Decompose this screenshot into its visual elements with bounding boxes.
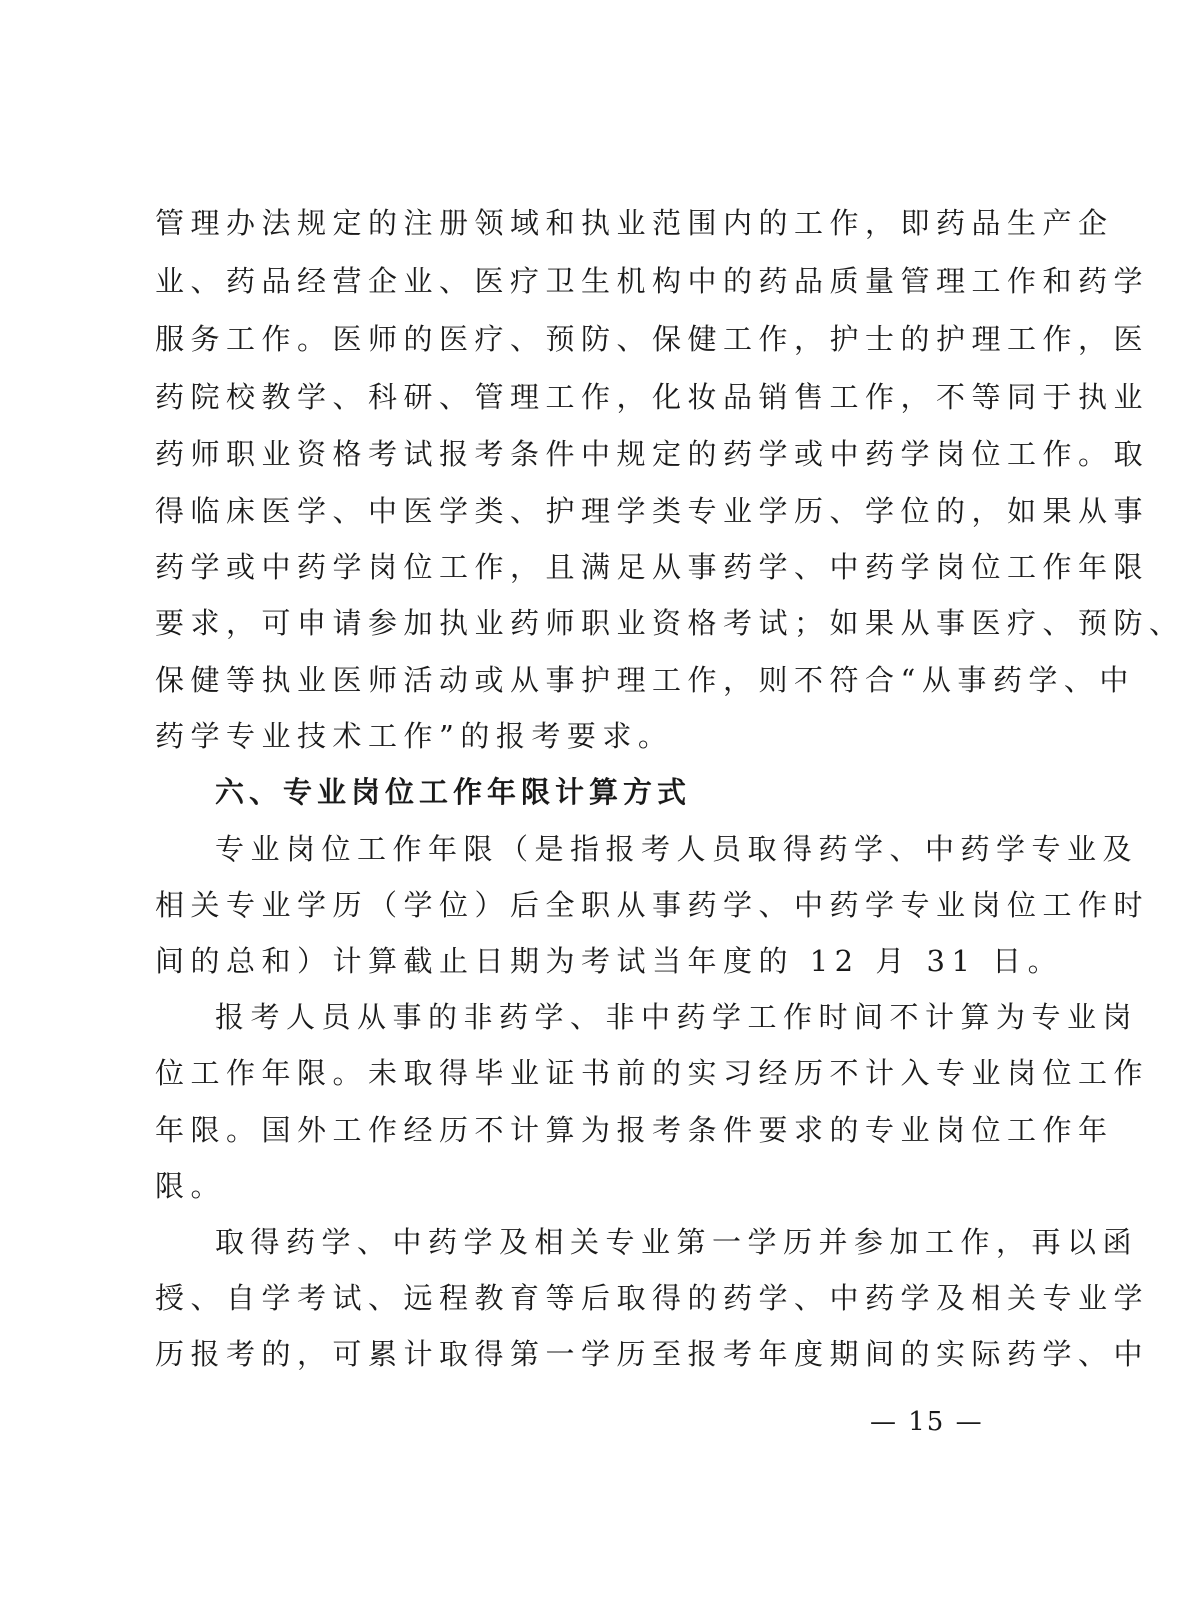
text-line: 业、药品经营企业、医疗卫生机构中的药品质量管理工作和药学 [155,264,1150,298]
page-number: — 15 — [870,1407,984,1437]
text-line: 药师职业资格考试报考条件中规定的药学或中药学岗位工作。取 [155,437,1150,471]
text-line: 得临床医学、中医学类、护理学类专业学历、学位的，如果从事 [155,494,1150,528]
text-line: 保健等执业医师活动或从事护理工作，则不符合“从事药学、中 [155,663,1135,697]
text-line: 位工作年限。未取得毕业证书前的实习经历不计入专业岗位工作 [155,1056,1150,1090]
paragraph-first-line: 报考人员从事的非药学、非中药学工作时间不计算为专业岗 [215,1000,1139,1034]
text-line: 授、自学考试、远程教育等后取得的药学、中药学及相关专业学 [155,1281,1150,1315]
text-line: 服务工作。医师的医疗、预防、保健工作，护士的护理工作，医 [155,322,1150,356]
text-line: 药院校教学、科研、管理工作，化妆品销售工作，不等同于执业 [155,380,1150,414]
paragraph-first-line: 取得药学、中药学及相关专业第一学历并参加工作，再以函 [215,1225,1139,1259]
text-line: 限。 [155,1169,227,1203]
text-line: 历报考的，可累计取得第一学历至报考年度期间的实际药学、中 [155,1337,1150,1371]
text-line: 相关专业学历（学位）后全职从事药学、中药学专业岗位工作时 [155,888,1150,922]
text-line: 年限。国外工作经历不计算为报考条件要求的专业岗位工作年 [155,1113,1114,1147]
text-line: 管理办法规定的注册领域和执业范围内的工作，即药品生产企 [155,206,1114,240]
text-line: 间的总和）计算截止日期为考试当年度的 12 月 31 日。 [155,944,1064,978]
section-heading: 六、专业岗位工作年限计算方式 [215,775,692,809]
text-line: 药学或中药学岗位工作，且满足从事药学、中药学岗位工作年限 [155,550,1150,584]
text-line: 药学专业技术工作”的报考要求。 [155,719,674,753]
text-line: 要求，可申请参加执业药师职业资格考试；如果从事医疗、预防、 [155,606,1185,640]
paragraph-first-line: 专业岗位工作年限（是指报考人员取得药学、中药学专业及 [215,832,1139,866]
